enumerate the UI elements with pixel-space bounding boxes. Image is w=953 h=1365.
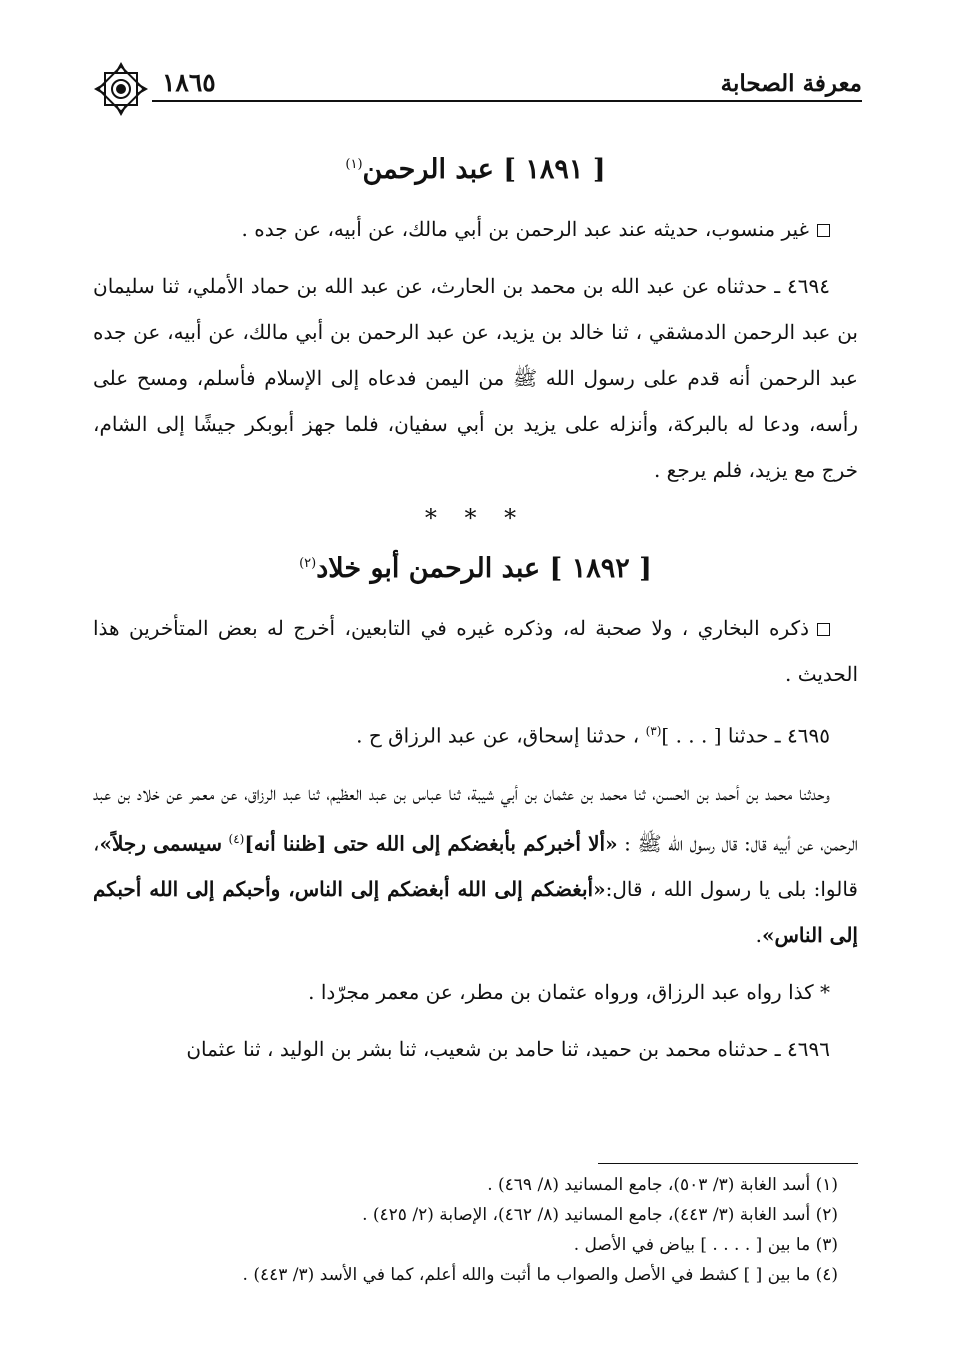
- entry-heading-1892: [93, 544, 858, 589]
- page-header: [92, 60, 862, 130]
- square-bullet-icon: [817, 224, 830, 237]
- hadith-4695-end: ، حدثنا إسحاق، عن عبد الرزاق ح .: [356, 723, 640, 748]
- hadith-4696: ٤٦٩٦ ـ حدثناه محمد بن حميد، ثنا حامد بن شعيب، ثنا بشر بن الوليد ، ثنا عثمان: [186, 1037, 830, 1062]
- star-ornament-icon: [92, 60, 150, 118]
- intro-text: غير منسوب، حديثه عند عبد الرحمن بن أبي مالك، عن أبيه، عن جده .: [241, 217, 809, 241]
- header-rule: [152, 100, 862, 102]
- chain-text: .: [755, 923, 763, 948]
- running-title: معرفة الصحابة: [720, 70, 862, 97]
- square-bullet-icon: [817, 623, 830, 636]
- hadith-4695: [93, 708, 858, 759]
- heading-text: [ ١٨٩٢ ] عبد الرحمن أبو خلاد: [316, 553, 652, 584]
- footnote-3: (٣) ما بين [ . . . . ] بياض في الأصل .: [573, 1235, 838, 1255]
- footnote-ref: (٣): [645, 724, 662, 738]
- chain-text: وحدثنا محمد بن أحمد بن الحسن، ثنا محمد بن عثمان بن أبي شيبة، ثنا عباس بن عبد العظيم، ثنا عبد الرزاق، عن معمر عن خلاد بن عبد الرحمن، عن أبيه قال: قال رسول الله ﷺ :: [93, 780, 859, 856]
- entry-heading-1891: [93, 145, 858, 190]
- intro-text: ذكره البخاري ، ولا صحبة له، وذكره غيره في التابعين، أخرج له بعض المتأخرين هذا الحديث .: [93, 616, 858, 686]
- footnote-2: (٢) أسد الغابة (٣/ ٤٤٣)، جامع المسانيد (٨/ ٤٦٢)، الإصابة (٢/ ٤٢٥) .: [362, 1205, 838, 1225]
- footnote-ref: (٢): [299, 556, 317, 571]
- footnote-rule: [598, 1163, 858, 1164]
- footnote-ref: (٤): [228, 831, 245, 846]
- chain-text: ، قالوا: بلى يا رسول الله ، قال:: [93, 831, 858, 902]
- section-separator: * * *: [424, 504, 527, 532]
- footnote-4: (٤) ما بين [ ] كشط في الأصل والصواب ما أثبت والله أعلم، كما في الأسد (٣/ ٤٤٣) .: [242, 1265, 838, 1285]
- heading-text: [ ١٨٩١ ] عبد الرحمن: [362, 154, 606, 185]
- page-content: [93, 145, 858, 1083]
- page-number: ١٨٦٥: [162, 68, 216, 97]
- footnote-1: (١) أسد الغابة (٣/ ٥٠٣)، جامع المسانيد (٨/ ٤٦٩) .: [487, 1175, 838, 1195]
- entry-intro-1891: [93, 206, 858, 252]
- footnotes: [93, 1163, 858, 1290]
- hadith-4695-chain: [93, 770, 858, 959]
- hadith-4695-start: ٤٦٩٥ ـ حدثنا [ . . . ]: [661, 723, 830, 748]
- hadith-4694: ٤٦٩٤ ـ حدثناه عن عبد الله بن محمد بن الحارث، عن عبد الله بن حماد الأملي، ثنا سليمان بن عبد الرحمن الدمشقي ، ثنا خالد بن يزيد، عن عبد الرحمن بن أبي مالك، عن أبيه، عن جده عبد الرحمن أنه قدم على رسول الله ﷺ من اليمن فدعاه إلى الإسلام فأسلم، ومسح على رأسه، ودعا له بالبركة، وأنزله على يزيد بن أبي سفيان، فلما جهز أبوبكر جيشًا إلى الشام، خرج مع يزيد، فلم يرجع .: [93, 274, 858, 482]
- editor-note: * كذا رواه عبد الرزاق، ورواه عثمان بن مطر، عن معمر مجرّدا .: [308, 980, 830, 1005]
- prophetic-quote: «أبغضكم إلى الله أبغضكم إلى الناس، وأحبكم إلى الله أحبكم إلى الناس»: [93, 877, 858, 948]
- entry-intro-1892: [93, 605, 858, 697]
- prophetic-quote: «ألا أخبركم بأبغضكم إلى الله حتى [ظننا أنه]: [244, 831, 618, 856]
- footnote-ref: (١): [345, 157, 363, 172]
- prophetic-quote: سيسمى رجلاً»: [99, 831, 222, 856]
